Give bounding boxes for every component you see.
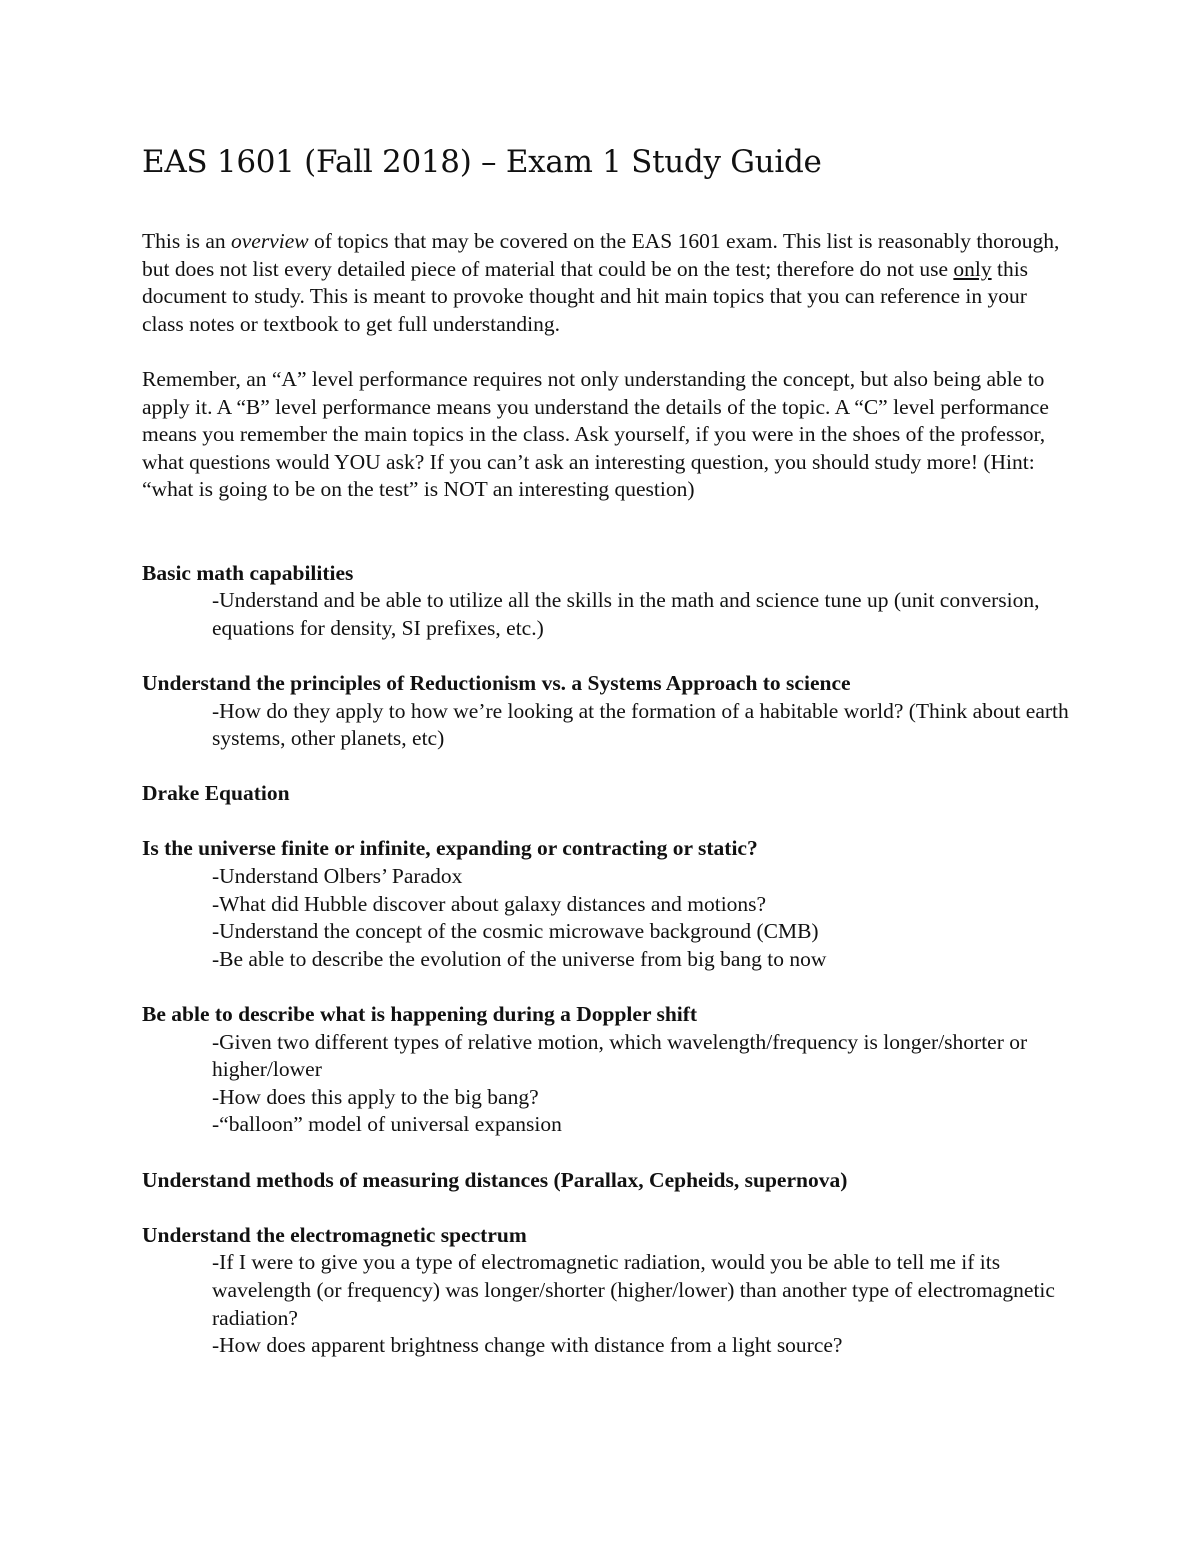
topic-section	[142, 560, 1072, 643]
intro-text: this document to study. This is meant to provoke thought and hit main topics that you can reference in your class notes or textbook to get full understanding.	[142, 256, 1029, 336]
intro-paragraph-grading: Remember, an “A” level performance requires not only understanding the concept, but also being able to apply it. A “B” level performance means you understand the details of the topic. A “C” level performance means you remember the main topics in the class. Ask yourself, if you were in the shoes of the professor, what questions would YOU ask? If you can’t ask an interesting question, you should study more! (Hint: “what is going to be on the test” is NOT an interesting question)	[142, 366, 1049, 502]
section-item: -“balloon” model of universal expansion	[212, 1112, 562, 1137]
section-item: -If I were to give you a type of electromagnetic radiation, would you be able to tell me if its wavelength (or frequency) was longer/shorter (higher/lower) than another type of electromagnetic radiation?	[212, 1250, 1055, 1330]
intro-text: This is an	[142, 229, 231, 253]
intro-underline: only	[953, 256, 992, 281]
topic-section	[142, 1001, 1072, 1139]
section-item: -Be able to describe the evolution of the universe from big bang to now	[212, 946, 827, 971]
section-heading: Basic math capabilities	[142, 560, 354, 585]
topic-section	[142, 835, 1072, 973]
spacer	[142, 532, 1072, 560]
document-page	[142, 140, 1072, 1387]
section-item: -How do they apply to how we’re looking at the formation of a habitable world? (Think about earth systems, other planets, etc)	[212, 698, 1069, 751]
section-item: -Given two different types of relative motion, which wavelength/frequency is longer/shorter or higher/lower	[212, 1029, 1028, 1082]
section-item: -Understand Olbers’ Paradox	[212, 864, 463, 889]
topic-section	[142, 1222, 1072, 1360]
section-heading: Understand the electromagnetic spectrum	[142, 1222, 527, 1247]
topic-sections	[142, 560, 1072, 1360]
intro-emphasis: overview	[230, 229, 309, 253]
topic-section	[142, 780, 1072, 808]
section-heading: Be able to describe what is happening during a Doppler shift	[142, 1002, 698, 1027]
topic-section	[142, 670, 1072, 753]
intro-text: of topics that may be covered on the EAS 1601 exam. This list is reasonably thorough, but does not list every detailed piece of material that could be on the test; therefore do not use	[142, 229, 1060, 281]
section-heading: Understand the principles of Reductionism vs. a Systems Approach to science	[142, 670, 851, 695]
section-item: -How does this apply to the big bang?	[212, 1084, 539, 1109]
section-heading: Understand methods of measuring distances (Parallax, Cepheids, supernova)	[142, 1167, 848, 1192]
topic-section	[142, 1167, 1072, 1195]
section-item: -Understand the concept of the cosmic microwave background (CMB)	[212, 919, 819, 944]
page-title: EAS 1601 (Fall 2018) – Exam 1 Study Guide	[142, 144, 822, 180]
intro-paragraph-overview	[142, 228, 1072, 338]
section-item: -What did Hubble discover about galaxy distances and motions?	[212, 891, 767, 916]
section-heading: Drake Equation	[142, 781, 290, 806]
section-item: -How does apparent brightness change with distance from a light source?	[212, 1333, 843, 1358]
section-item: -Understand and be able to utilize all the skills in the math and science tune up (unit conversion, equations for density, SI prefixes, etc.)	[212, 588, 1040, 640]
section-heading: Is the universe finite or infinite, expanding or contracting or static?	[142, 836, 758, 861]
